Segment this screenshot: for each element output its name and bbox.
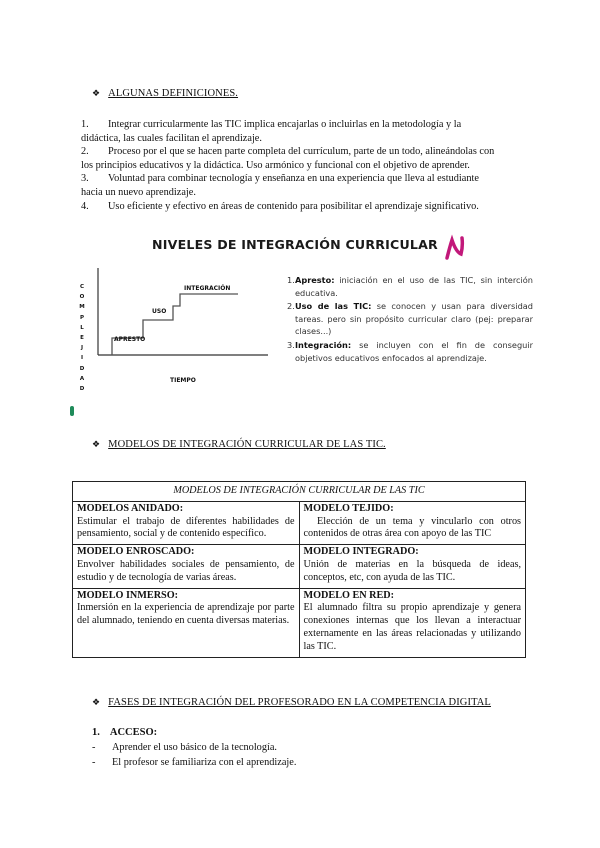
level-item: 1. Apresto: iniciación en el uso de las TIC, sin interción educativa. [287, 275, 533, 298]
phase-items [92, 741, 296, 770]
definition-item: 3. Voluntad para combinar tecnología y enseñanza en una experiencia que lleva al estudiante hacia un nuevo aprendizaje. [81, 173, 479, 198]
diamond-bullet-icon: ❖ [92, 697, 101, 707]
table-cell: MODELO INTEGRADO: Unión de materias en la búsqueda de ideas, conceptos, etc, con ayuda de las TIC. [299, 545, 526, 588]
models-heading: ❖ MODELOS DE INTEGRACIÓN CURRICULAR DE LAS TIC. [92, 439, 386, 450]
decorative-dot-icon [70, 406, 74, 416]
step-label-apresto: APRESTO [114, 336, 146, 343]
table-row [73, 545, 526, 588]
diamond-bullet-icon: ❖ [92, 88, 101, 98]
staircase-line [112, 294, 238, 355]
step-label-uso: USO [152, 308, 167, 315]
definitions-heading: ❖ ALGUNAS DEFINICIONES. [92, 88, 239, 99]
phases-heading: ❖ FASES DE INTEGRACIÓN DEL PROFESORADO EN LA COMPETENCIA DIGITAL [92, 697, 491, 708]
staircase-chart [70, 268, 270, 368]
definitions-list [81, 118, 531, 213]
levels-list [287, 274, 533, 365]
table-cell: MODELO EN RED: El alumnado filtra su propio aprendizaje y genera conexiones internas que los llevan a interactuar externamente en las áreas relacionadas y utilizando las TIC. [299, 588, 526, 657]
definition-item: 4. Uso eficiente y efectivo en áreas de contenido para posibilitar el aprendizaje significativo. [81, 200, 479, 212]
level-item: 2. Uso de las TIC: se conocen y usan para diversidad tareas. pero sin propósito curricular claro (pej: preparar clases...) [287, 301, 534, 337]
models-table [72, 481, 526, 658]
definition-item: 1. Integrar curricularmente las TIC implica encajarlas o incluirlas en la metodología y la didáctica, las cuales facilitan el aprendizaje. [81, 119, 462, 144]
list-item: - Aprender el uso básico de la tecnología. [92, 742, 277, 753]
table-cell: MODELO ENROSCADO: Envolver habilidades sociales de pensamiento, de estudio y de tecnología de varias áreas. [73, 545, 300, 588]
table-cell: MODELO INMERSO: Inmersión en la experiencia de aprendizaje por parte del alumnado, teniendo en cuenta diversas materias. [73, 588, 300, 657]
y-axis-label: C O M P L E J I D A D [79, 284, 85, 393]
level-item: 3. Integración: se incluyen con el fin de conseguir objetivos educativos enfocados al aprendizaje. [287, 339, 533, 363]
phase-title: 1. ACCESO: [92, 727, 158, 738]
table-caption: MODELOS DE INTEGRACIÓN CURRICULAR DE LAS TIC [73, 482, 526, 502]
step-label-integracion: INTEGRACIÓN [184, 285, 231, 292]
table-row [73, 588, 526, 657]
infographic-title: NIVELES DE INTEGRACIÓN CURRICULAR [152, 237, 438, 252]
table-cell: MODELOS ANIDADO: Estimular el trabajo de diferentes habilidades de pensamiento, social y de contenido específico. [73, 501, 300, 544]
definition-item: 2. Proceso por el que se hacen parte completa del currículum, parte de un todo, alineándolas con los principios educativos y la didáctica. Uso armónico y funcional con el objetivo de aprender. [81, 146, 495, 171]
table-cell: MODELO TEJIDO: Elección de un tema y vincularlo con otros contenidos de otras área con apoyo de las TIC [299, 501, 526, 544]
table-row [73, 501, 526, 544]
x-axis-label: TIEMPO [170, 377, 196, 384]
decorative-mark-icon [444, 232, 466, 262]
list-item: - El profesor se familiariza con el aprendizaje. [92, 756, 297, 768]
diamond-bullet-icon: ❖ [92, 439, 101, 449]
integration-levels-infographic [60, 230, 545, 425]
